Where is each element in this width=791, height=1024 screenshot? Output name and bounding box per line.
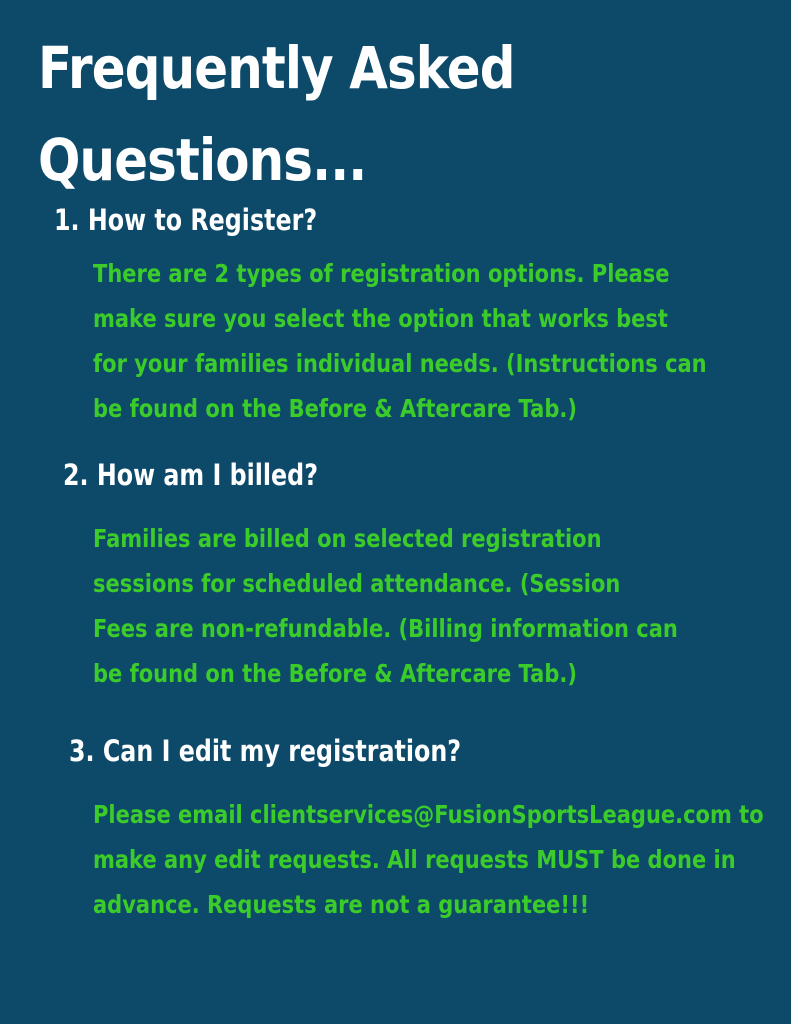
faq-answer-1-line-2: make sure you select the option that works best xyxy=(93,304,668,333)
faq-question-1: 1. How to Register? xyxy=(54,203,318,237)
faq-question-2: 2. How am I billed? xyxy=(63,458,319,492)
faq-answer-1 xyxy=(93,251,707,431)
title-line-2: Questions... xyxy=(38,126,367,194)
faq-answer-3-line-1: Please email clientservices@FusionSportsLeague.com to xyxy=(93,800,764,829)
faq-answer-2-line-3: Fees are non-refundable. (Billing information can xyxy=(93,614,678,643)
faq-answer-1-line-1: There are 2 types of registration options. Please xyxy=(93,259,670,288)
faq-answer-1-line-4: be found on the Before & Aftercare Tab.) xyxy=(93,394,577,423)
faq-answer-2-line-1: Families are billed on selected registration xyxy=(93,524,602,553)
faq-answer-3-line-2: make any edit requests. All requests MUST be done in xyxy=(93,845,736,874)
faq-question-3: 3. Can I edit my registration? xyxy=(69,734,462,768)
page-title xyxy=(38,22,657,206)
faq-answer-2-line-2: sessions for scheduled attendance. (Session xyxy=(93,569,621,598)
title-line-1: Frequently Asked xyxy=(38,34,515,102)
faq-answer-2 xyxy=(93,516,678,696)
faq-answer-3 xyxy=(93,792,764,927)
faq-answer-3-line-3: advance. Requests are not a guarantee!!! xyxy=(93,890,590,919)
faq-answer-1-line-3: for your families individual needs. (Instructions can xyxy=(93,349,707,378)
faq-answer-2-line-4: be found on the Before & Aftercare Tab.) xyxy=(93,659,577,688)
